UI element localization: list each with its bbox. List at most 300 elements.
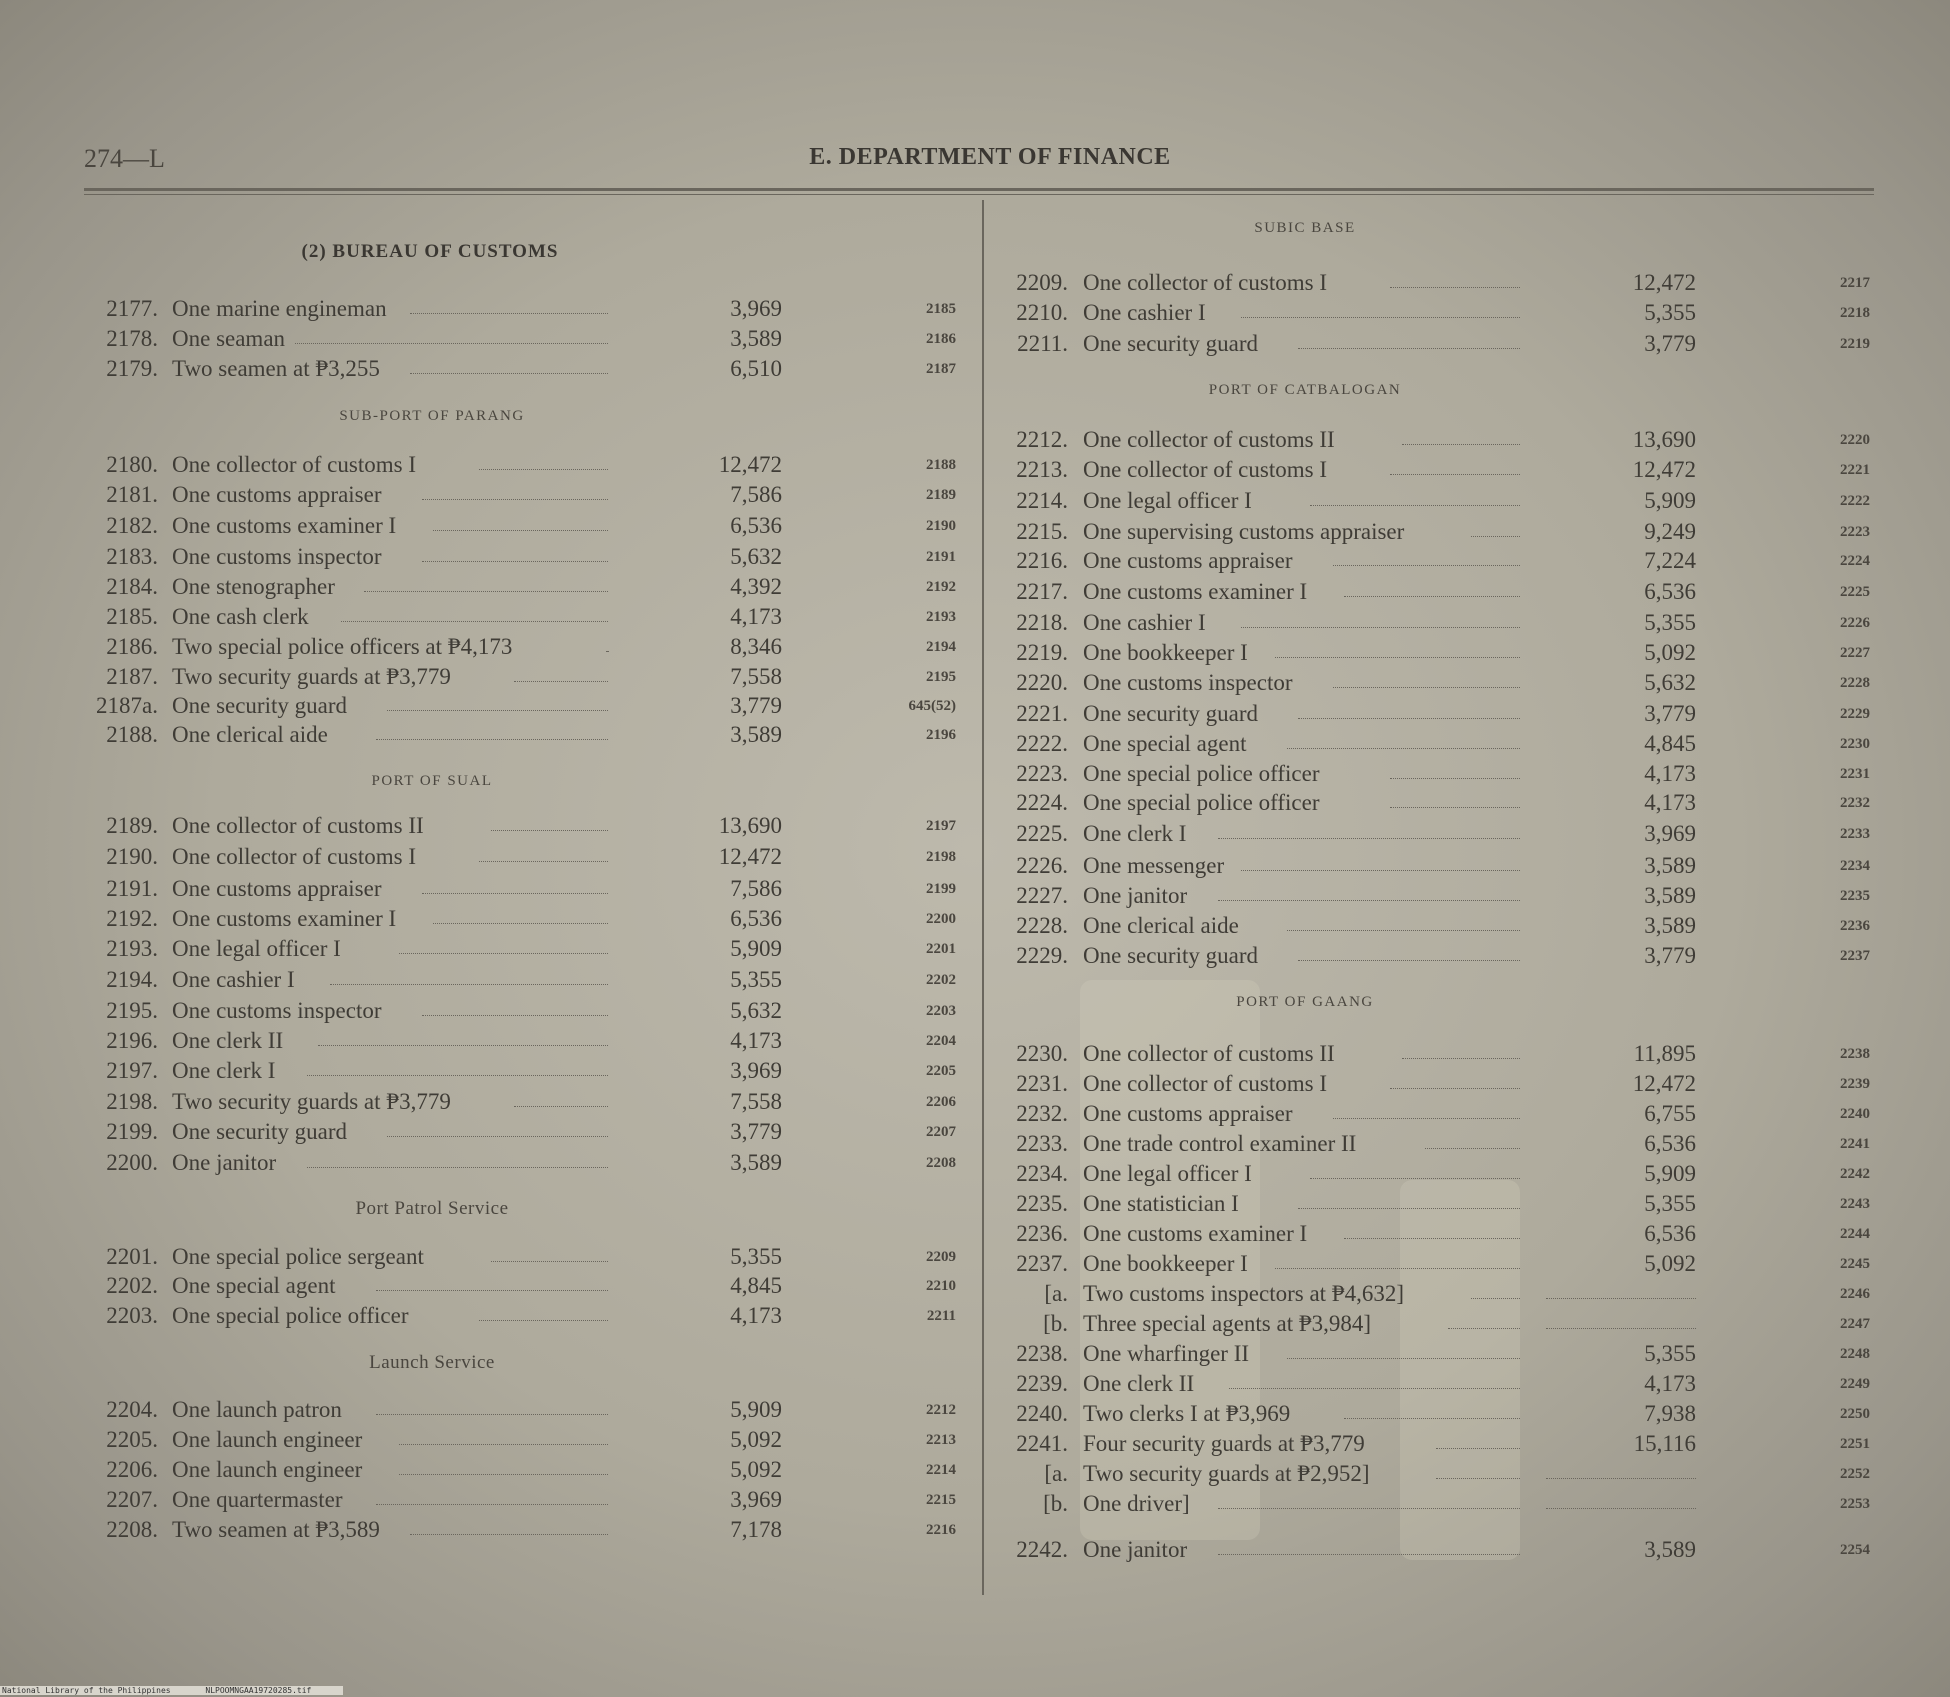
dot-leader <box>1241 627 1521 628</box>
item-number: 2216. <box>1016 548 1068 573</box>
description-text: Two seamen at ₱3,589 <box>172 1517 380 1542</box>
page-number: 274—L <box>84 144 165 173</box>
dot-leader <box>1310 1178 1521 1179</box>
description-text: Two clerks I at ₱3,969 <box>1083 1401 1291 1426</box>
item-reference: 2191 <box>926 549 956 565</box>
description-text: One clerical aide <box>1083 913 1239 938</box>
item-number: 2217. <box>1016 579 1068 604</box>
dot-leader <box>1287 748 1521 749</box>
item-amount: 3,779 <box>1644 331 1696 356</box>
description-text: One collector of customs I <box>1083 270 1327 295</box>
item-reference: 2245 <box>1840 1256 1870 1272</box>
item-reference: 2227 <box>1840 645 1870 661</box>
item-description <box>1083 759 1520 789</box>
description-text: Four security guards at ₱3,779 <box>1083 1431 1365 1456</box>
item-reference: 2231 <box>1840 766 1870 782</box>
description-text: One security guard <box>1083 943 1258 968</box>
table-row <box>0 1535 1950 1565</box>
item-reference: 2185 <box>926 301 956 317</box>
item-reference: 2202 <box>926 972 956 988</box>
section-heading: PORT OF SUAL <box>371 773 493 789</box>
item-reference: 2218 <box>1840 305 1870 321</box>
item-number: 2181. <box>106 482 158 507</box>
item-number: 2218. <box>1016 610 1068 635</box>
item-reference: 2193 <box>926 609 956 625</box>
header-rule-thin <box>84 194 1874 195</box>
description-text: One clerk II <box>1083 1371 1195 1396</box>
item-number: 2189. <box>106 813 158 838</box>
dot-leader <box>1218 1554 1521 1555</box>
item-description <box>1083 1429 1520 1459</box>
item-reference: 2250 <box>1840 1406 1870 1422</box>
description-text: One seaman <box>172 326 286 351</box>
item-description <box>1083 329 1520 359</box>
item-number: 2222. <box>1016 731 1068 756</box>
item-number: 2231. <box>1016 1071 1068 1096</box>
item-reference: 2205 <box>926 1063 956 1079</box>
dot-leader <box>1298 718 1520 719</box>
item-reference: 2226 <box>1840 615 1870 631</box>
item-description <box>1083 455 1520 485</box>
item-amount: 5,355 <box>1644 1191 1696 1216</box>
description-text: One collector of customs II <box>1083 427 1335 452</box>
item-amount: 7,558 <box>730 664 782 689</box>
description-text: One janitor <box>1083 883 1188 908</box>
table-row <box>0 1159 1950 1189</box>
item-reference: 645(52) <box>908 698 956 714</box>
description-text: One driver] <box>1083 1491 1190 1516</box>
item-amount: 4,173 <box>1644 790 1696 815</box>
item-description <box>1083 699 1520 729</box>
item-amount: 4,392 <box>730 574 782 599</box>
description-text: One special police officer <box>1083 790 1320 815</box>
item-amount: 12,472 <box>718 844 782 869</box>
item-amount: 12,472 <box>718 452 782 477</box>
item-description <box>1083 1339 1520 1369</box>
item-reference: 2247 <box>1840 1316 1870 1332</box>
dot-leader <box>1344 1238 1520 1239</box>
item-number: 2182. <box>106 513 158 538</box>
dot-leader <box>1402 1058 1521 1059</box>
table-row <box>0 699 1950 729</box>
dot-leader <box>1287 930 1521 931</box>
item-amount: 4,173 <box>730 1028 782 1053</box>
description-text: One customs inspector <box>172 544 382 569</box>
description-text: One customs examiner I <box>1083 579 1308 604</box>
table-row <box>0 851 1950 881</box>
description-text: Two customs inspectors at ₱4,632] <box>1083 1281 1405 1306</box>
item-amount: 7,558 <box>730 1089 782 1114</box>
dot-leader <box>1344 1418 1520 1419</box>
table-row <box>0 1339 1950 1369</box>
item-description <box>1083 881 1520 911</box>
dot-leader <box>1390 778 1520 779</box>
item-amount: 5,632 <box>730 998 782 1023</box>
item-number: [b. <box>1043 1491 1068 1516</box>
description-text: One cash clerk <box>172 604 309 629</box>
item-amount: 8,346 <box>730 634 782 659</box>
item-reference: 2186 <box>926 331 956 347</box>
table-row <box>0 1429 1950 1459</box>
table-row <box>0 819 1950 849</box>
item-amount: 3,589 <box>1644 913 1696 938</box>
item-amount: 6,510 <box>730 356 782 381</box>
scan-footer <box>0 1686 343 1695</box>
item-number: 2226. <box>1016 853 1068 878</box>
item-reference: 2215 <box>926 1492 956 1508</box>
item-amount: 5,632 <box>730 544 782 569</box>
table-row <box>0 996 1950 1026</box>
item-reference: 2254 <box>1840 1542 1870 1558</box>
dot-leader <box>1241 870 1521 871</box>
dot-leader <box>1448 1328 1521 1329</box>
item-amount: 3,779 <box>730 1119 782 1144</box>
item-reference: 2232 <box>1840 795 1870 811</box>
item-amount: 5,092 <box>730 1427 782 1452</box>
item-reference: 2214 <box>926 1462 956 1478</box>
description-text: One customs inspector <box>1083 670 1293 695</box>
item-amount: 3,969 <box>1644 821 1696 846</box>
description-text: One collector of customs I <box>1083 1071 1327 1096</box>
item-reference: 2194 <box>926 639 956 655</box>
item-number: 2238. <box>1016 1341 1068 1366</box>
item-amount: 6,536 <box>1644 1131 1696 1156</box>
item-description <box>1083 577 1520 607</box>
item-amount: 5,909 <box>1644 488 1696 513</box>
item-description <box>1083 1039 1520 1069</box>
description-text: One statistician I <box>1083 1191 1239 1216</box>
item-number: 2221. <box>1016 701 1068 726</box>
item-amount: 3,589 <box>730 326 782 351</box>
item-reference: 2208 <box>926 1155 956 1171</box>
dot-leader <box>1333 565 1521 566</box>
section-title: (2) BUREAU OF CUSTOMS <box>301 241 559 262</box>
table-row <box>0 455 1950 485</box>
page-title: E. DEPARTMENT OF FINANCE <box>809 144 1171 170</box>
dot-leader <box>1218 900 1521 901</box>
item-number: 2192. <box>106 906 158 931</box>
item-description <box>1083 1129 1520 1159</box>
table-row <box>0 881 1950 911</box>
item-reference: 2221 <box>1840 462 1870 478</box>
table-row <box>0 1399 1950 1429</box>
item-reference: 2189 <box>926 487 956 503</box>
item-amount: 4,173 <box>730 1303 782 1328</box>
item-amount: 12,472 <box>1632 270 1696 295</box>
dot-leader <box>1287 1358 1521 1359</box>
description-text: One wharfinger II <box>1083 1341 1250 1366</box>
item-reference: 2217 <box>1840 275 1870 291</box>
description-text: One legal officer I <box>1083 1161 1252 1186</box>
table-row <box>0 1369 1950 1399</box>
item-amount: 5,355 <box>1644 1341 1696 1366</box>
table-row <box>0 1069 1950 1099</box>
footer-library: National Library of the Philippines <box>2 1686 171 1695</box>
item-amount: 6,536 <box>730 513 782 538</box>
item-amount: 4,173 <box>1644 761 1696 786</box>
item-amount: 3,779 <box>730 693 782 718</box>
description-text: One cashier I <box>172 967 295 992</box>
table-row <box>0 329 1950 359</box>
item-number: 2202. <box>106 1273 158 1298</box>
item-number: 2196. <box>106 1028 158 1053</box>
item-reference: 2230 <box>1840 736 1870 752</box>
item-reference: 2238 <box>1840 1046 1870 1062</box>
table-row <box>0 1489 1950 1519</box>
item-description <box>1083 1399 1520 1429</box>
table-row <box>0 1279 1950 1309</box>
description-text: One supervising customs appraiser <box>1083 519 1405 544</box>
item-description <box>172 996 608 1026</box>
item-reference: 2246 <box>1840 1286 1870 1302</box>
dot-leader <box>1390 287 1520 288</box>
dot-leader <box>422 1015 609 1016</box>
dot-leader <box>1229 1388 1520 1389</box>
table-row <box>0 608 1950 638</box>
item-amount: 3,969 <box>730 1487 782 1512</box>
item-amount: 4,173 <box>1644 1371 1696 1396</box>
item-number: 2223. <box>1016 761 1068 786</box>
description-text: Two security guards at ₱3,779 <box>172 1089 451 1114</box>
item-number: 2183. <box>106 544 158 569</box>
item-reference: 2207 <box>926 1124 956 1140</box>
section-heading: Port Patrol Service <box>355 1198 509 1219</box>
item-number: 2229. <box>1016 943 1068 968</box>
item-reference: 2210 <box>926 1278 956 1294</box>
dot-leader <box>1546 1328 1696 1329</box>
item-description <box>1083 788 1520 818</box>
item-number: 2230. <box>1016 1041 1068 1066</box>
item-amount: 5,909 <box>730 936 782 961</box>
item-reference: 2252 <box>1840 1466 1870 1482</box>
item-amount: 6,536 <box>730 906 782 931</box>
item-description <box>1083 425 1520 455</box>
description-text: One security guard <box>1083 701 1258 726</box>
item-amount: 7,178 <box>730 1517 782 1542</box>
item-number: 2219. <box>1016 640 1068 665</box>
item-reference: 2253 <box>1840 1496 1870 1512</box>
item-reference: 2228 <box>1840 675 1870 691</box>
item-number: 2232. <box>1016 1101 1068 1126</box>
item-number: 2233. <box>1016 1131 1068 1156</box>
item-reference: 2206 <box>926 1094 956 1110</box>
item-number: 2201. <box>106 1244 158 1269</box>
description-text: One customs inspector <box>172 998 382 1023</box>
item-amount: 5,355 <box>730 1244 782 1269</box>
item-number: 2206. <box>106 1457 158 1482</box>
description-text: One bookkeeper I <box>1083 1251 1248 1276</box>
table-row <box>0 668 1950 698</box>
item-reference: 2188 <box>926 457 956 473</box>
item-number: 2235. <box>1016 1191 1068 1216</box>
description-text: One clerk I <box>1083 821 1187 846</box>
description-text: Three special agents at ₱3,984] <box>1083 1311 1372 1336</box>
item-amount: 11,895 <box>1633 1041 1696 1066</box>
description-text: One quartermaster <box>172 1487 343 1512</box>
item-number: 2179. <box>106 356 158 381</box>
dot-leader <box>1425 1148 1521 1149</box>
item-number: 2200. <box>106 1150 158 1175</box>
item-number: 2207. <box>106 1487 158 1512</box>
item-amount: 3,589 <box>730 1150 782 1175</box>
item-number: 2239. <box>1016 1371 1068 1396</box>
item-amount: 5,632 <box>1644 670 1696 695</box>
item-number: 2213. <box>1016 457 1068 482</box>
item-description <box>1083 638 1520 668</box>
table-row <box>0 268 1950 298</box>
item-reference: 2229 <box>1840 706 1870 722</box>
dot-leader <box>410 373 608 374</box>
item-number: 2177. <box>106 296 158 321</box>
dot-leader <box>1298 1208 1520 1209</box>
item-description <box>1083 486 1520 516</box>
item-number: 2234. <box>1016 1161 1068 1186</box>
description-text: Two security guards at ₱3,779 <box>172 664 451 689</box>
item-description <box>1083 851 1520 881</box>
item-number: 2220. <box>1016 670 1068 695</box>
item-number: 2190. <box>106 844 158 869</box>
description-text: One customs appraiser <box>1083 1101 1293 1126</box>
description-text: Two security guards at ₱2,952] <box>1083 1461 1370 1486</box>
description-text: One bookkeeper I <box>1083 640 1248 665</box>
dot-leader <box>1298 960 1520 961</box>
item-amount: 13,690 <box>718 813 782 838</box>
description-text: One marine engineman <box>172 296 387 321</box>
item-description <box>1083 941 1520 971</box>
dot-leader <box>1390 1088 1520 1089</box>
description-text: One customs examiner I <box>172 513 397 538</box>
description-text: One legal officer I <box>172 936 341 961</box>
header-rule <box>84 188 1874 191</box>
section-heading: PORT OF GAANG <box>1236 994 1374 1010</box>
item-number: 2242. <box>1016 1537 1068 1562</box>
item-number: 2205. <box>106 1427 158 1452</box>
item-description <box>1083 911 1520 941</box>
item-reference: 2219 <box>1840 336 1870 352</box>
description-text: One janitor <box>172 1150 277 1175</box>
table-row <box>0 729 1950 759</box>
item-number: 2224. <box>1016 790 1068 815</box>
item-reference: 2199 <box>926 881 956 897</box>
item-number: 2227. <box>1016 883 1068 908</box>
item-amount: 3,779 <box>1644 701 1696 726</box>
dot-leader <box>1390 474 1520 475</box>
dot-leader <box>1333 687 1521 688</box>
item-description <box>1083 1309 1520 1339</box>
table-row <box>0 1219 1950 1249</box>
item-amount: 3,969 <box>730 296 782 321</box>
item-description <box>1083 668 1520 698</box>
dot-leader <box>1298 348 1520 349</box>
item-number: 2209. <box>1016 270 1068 295</box>
item-description <box>1083 608 1520 638</box>
item-number: 2199. <box>106 1119 158 1144</box>
item-reference: 2197 <box>926 818 956 834</box>
description-text: One launch engineer <box>172 1427 363 1452</box>
item-reference: 2196 <box>926 727 956 743</box>
item-description <box>1083 268 1520 298</box>
dot-leader <box>1546 1478 1696 1479</box>
item-number: 2184. <box>106 574 158 599</box>
dot-leader <box>1275 657 1520 658</box>
item-number: 2204. <box>106 1397 158 1422</box>
item-amount: 3,589 <box>1644 853 1696 878</box>
item-amount: 7,224 <box>1644 548 1696 573</box>
item-description <box>1083 1535 1520 1565</box>
item-amount: 3,589 <box>730 722 782 747</box>
item-amount: 3,779 <box>1644 943 1696 968</box>
description-text: One collector of customs II <box>1083 1041 1335 1066</box>
item-number: 2195. <box>106 998 158 1023</box>
item-description <box>1083 1159 1520 1189</box>
section-heading: SUBIC BASE <box>1254 220 1356 236</box>
item-number: 2194. <box>106 967 158 992</box>
item-amount: 12,472 <box>1632 457 1696 482</box>
item-reference: 2242 <box>1840 1166 1870 1182</box>
table-row <box>0 759 1950 789</box>
description-text: One customs appraiser <box>1083 548 1293 573</box>
item-number: 2187. <box>106 664 158 689</box>
item-description <box>1083 1279 1520 1309</box>
item-reference: 2204 <box>926 1033 956 1049</box>
description-text: One security guard <box>1083 331 1258 356</box>
item-number: 2240. <box>1016 1401 1068 1426</box>
item-reference: 2243 <box>1840 1196 1870 1212</box>
item-reference: 2200 <box>926 911 956 927</box>
item-reference: 2216 <box>926 1522 956 1538</box>
item-amount: 7,586 <box>730 482 782 507</box>
item-amount: 4,845 <box>730 1273 782 1298</box>
description-text: Two special police officers at ₱4,173 <box>172 634 513 659</box>
item-reference: 2223 <box>1840 524 1870 540</box>
description-text: One cashier I <box>1083 300 1206 325</box>
description-text: One security guard <box>172 1119 347 1144</box>
item-amount: 3,589 <box>1644 883 1696 908</box>
item-reference: 2222 <box>1840 493 1870 509</box>
item-reference: 2235 <box>1840 888 1870 904</box>
item-number: [b. <box>1043 1311 1068 1336</box>
dot-leader <box>1333 1118 1521 1119</box>
item-description <box>1083 1069 1520 1099</box>
item-description <box>1083 1099 1520 1129</box>
item-description <box>1083 1189 1520 1219</box>
description-text: One customs examiner I <box>1083 1221 1308 1246</box>
item-amount: 5,909 <box>730 1397 782 1422</box>
dot-leader <box>1471 1298 1521 1299</box>
item-reference: 2233 <box>1840 826 1870 842</box>
description-text: One collector of customs I <box>1083 457 1327 482</box>
description-text: One special agent <box>1083 731 1247 756</box>
item-amount: 5,355 <box>1644 300 1696 325</box>
item-reference: 2198 <box>926 849 956 865</box>
item-reference: 2213 <box>926 1432 956 1448</box>
description-text: One customs appraiser <box>172 482 382 507</box>
description-text: One collector of customs II <box>172 813 424 838</box>
item-reference: 2248 <box>1840 1346 1870 1362</box>
description-text: One legal officer I <box>1083 488 1252 513</box>
item-amount: 5,092 <box>1644 640 1696 665</box>
item-reference: 2249 <box>1840 1376 1870 1392</box>
description-text: One security guard <box>172 693 347 718</box>
dot-leader <box>1546 1508 1696 1509</box>
item-reference: 2209 <box>926 1249 956 1265</box>
item-amount: 6,755 <box>1644 1101 1696 1126</box>
item-reference: 2195 <box>926 669 956 685</box>
description-text: One customs examiner I <box>172 906 397 931</box>
item-reference: 2220 <box>1840 432 1870 448</box>
item-number: 2215. <box>1016 519 1068 544</box>
description-text: One messenger <box>1083 853 1225 878</box>
